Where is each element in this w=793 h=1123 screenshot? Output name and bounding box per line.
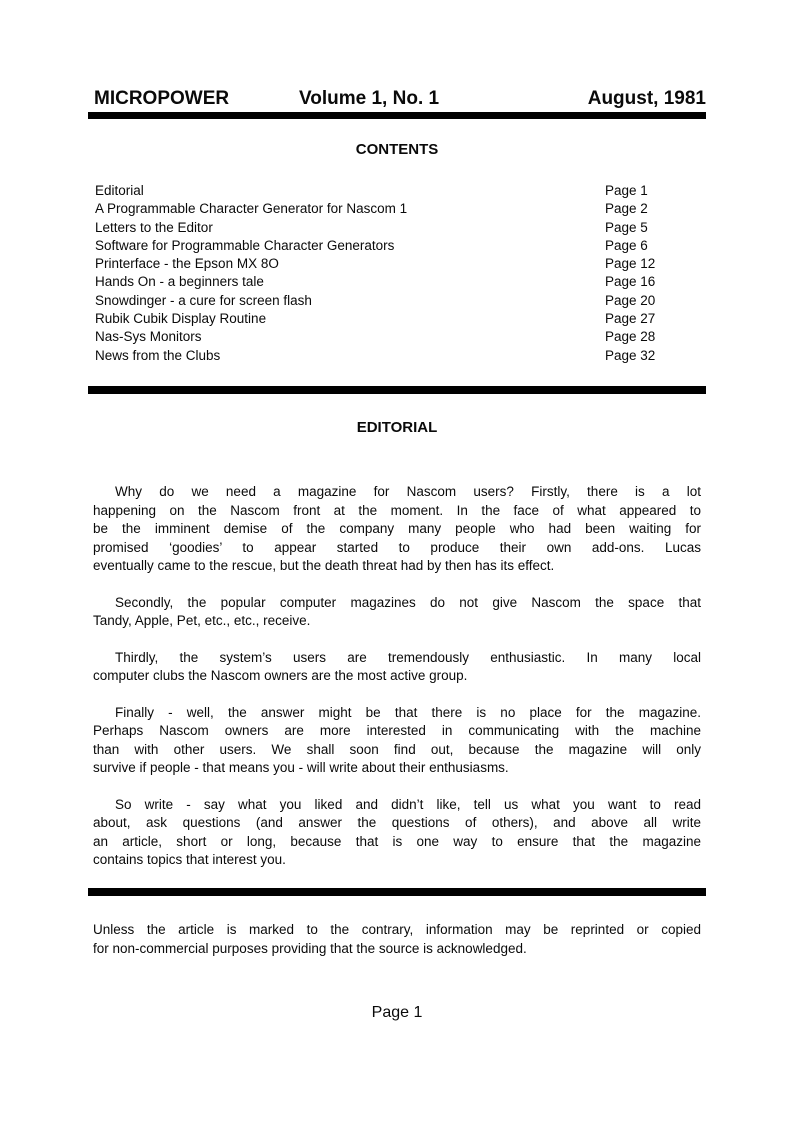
page-number: Page 1 <box>371 1004 423 1021</box>
toc-row <box>95 255 706 273</box>
editorial-paragraph <box>93 483 701 576</box>
text-line: survive if people - that means you - will write about their enthusiasms. <box>93 760 509 775</box>
toc-item-title: News from the Clubs <box>95 347 221 363</box>
text-line: than with other users. We shall soon find out, because the magazine will only <box>93 741 701 757</box>
text-line: Finally - well, the answer might be that there is no place for the magazine. <box>115 704 701 720</box>
toc-item-page: Page 16 <box>605 274 656 290</box>
text-line: Tandy, Apple, Pet, etc., etc., receive. <box>93 613 311 628</box>
section-rule <box>88 386 706 394</box>
footer-rule <box>88 888 706 896</box>
page-header <box>88 88 706 110</box>
toc-item-page: Page 1 <box>605 183 648 198</box>
reprint-notice <box>93 921 701 958</box>
toc-item-title: Nas-Sys Monitors <box>95 329 202 345</box>
text-line: be the imminent demise of the company many people who had been waiting for <box>93 521 701 536</box>
toc-item-page: Page 32 <box>605 347 656 363</box>
toc-item-page: Page 2 <box>605 201 648 217</box>
text-line: about, ask questions (and answer the questions of others), and above all write <box>93 815 701 830</box>
toc-item-title: Software for Programmable Character Generators <box>95 237 395 253</box>
toc-item-page: Page 5 <box>605 219 648 235</box>
toc-row <box>95 182 706 200</box>
table-of-contents <box>95 182 706 365</box>
text-line: Perhaps Nascom owners are more interested in communicating with the machine <box>93 723 701 738</box>
toc-item-page: Page 27 <box>605 311 656 327</box>
toc-row <box>95 310 706 328</box>
header-rule <box>88 112 706 119</box>
editorial-paragraph <box>93 704 701 778</box>
text-line: eventually came to the rescue, but the death threat had by then has its effect. <box>93 558 555 573</box>
text-line: promised ‘goodies’ to appear started to produce their own add-ons. Lucas <box>93 539 701 555</box>
text-line: Unless the article is marked to the contrary, information may be reprinted or copied <box>93 922 701 937</box>
text-line: computer clubs the Nascom owners are the most active group. <box>93 668 468 683</box>
toc-item-title: Snowdinger - a cure for screen flash <box>95 292 312 308</box>
text-line: happening on the Nascom front at the moment. In the face of what appeared to <box>93 502 701 518</box>
text-line: Why do we need a magazine for Nascom users? Firstly, there is a lot <box>115 484 701 499</box>
editorial-title: EDITORIAL <box>356 419 438 436</box>
toc-row <box>95 219 706 237</box>
editorial-body <box>93 483 701 870</box>
text-line: for non-commercial purposes providing that the source is acknowledged. <box>93 940 527 956</box>
text-line: So write - say what you liked and didn’t like, tell us what you want to read <box>115 796 701 812</box>
text-line: Secondly, the popular computer magazines do not give Nascom the space that <box>115 594 701 610</box>
toc-item-page: Page 20 <box>605 292 656 308</box>
toc-item-title: A Programmable Character Generator for Nascom 1 <box>95 201 408 217</box>
toc-item-page: Page 6 <box>605 237 648 253</box>
toc-item-title: Letters to the Editor <box>95 219 213 235</box>
toc-item-title: Rubik Cubik Display Routine <box>95 311 267 327</box>
editorial-paragraph <box>93 649 701 686</box>
issue-date: August, 1981 <box>587 88 706 109</box>
toc-row <box>95 237 706 255</box>
toc-row <box>95 273 706 291</box>
editorial-paragraph <box>93 594 701 631</box>
editorial-paragraph <box>93 796 701 870</box>
magazine-title: MICROPOWER <box>94 88 230 109</box>
toc-row <box>95 347 706 365</box>
toc-item-title: Printerface - the Epson MX 8O <box>95 256 279 272</box>
toc-row <box>95 292 706 310</box>
text-line: Thirdly, the system’s users are tremendously enthusiastic. In many local <box>115 649 701 665</box>
text-line: contains topics that interest you. <box>93 852 286 867</box>
text-line: an article, short or long, because that is one way to ensure that the magazine <box>93 833 701 849</box>
toc-item-title: Editorial <box>95 183 144 198</box>
toc-row <box>95 328 706 346</box>
toc-item-page: Page 28 <box>605 329 656 345</box>
toc-item-title: Hands On - a beginners tale <box>95 274 264 290</box>
volume-label: Volume 1, No. 1 <box>299 88 440 109</box>
toc-item-page: Page 12 <box>605 256 656 272</box>
toc-row <box>95 200 706 218</box>
contents-title: CONTENTS <box>355 141 439 158</box>
